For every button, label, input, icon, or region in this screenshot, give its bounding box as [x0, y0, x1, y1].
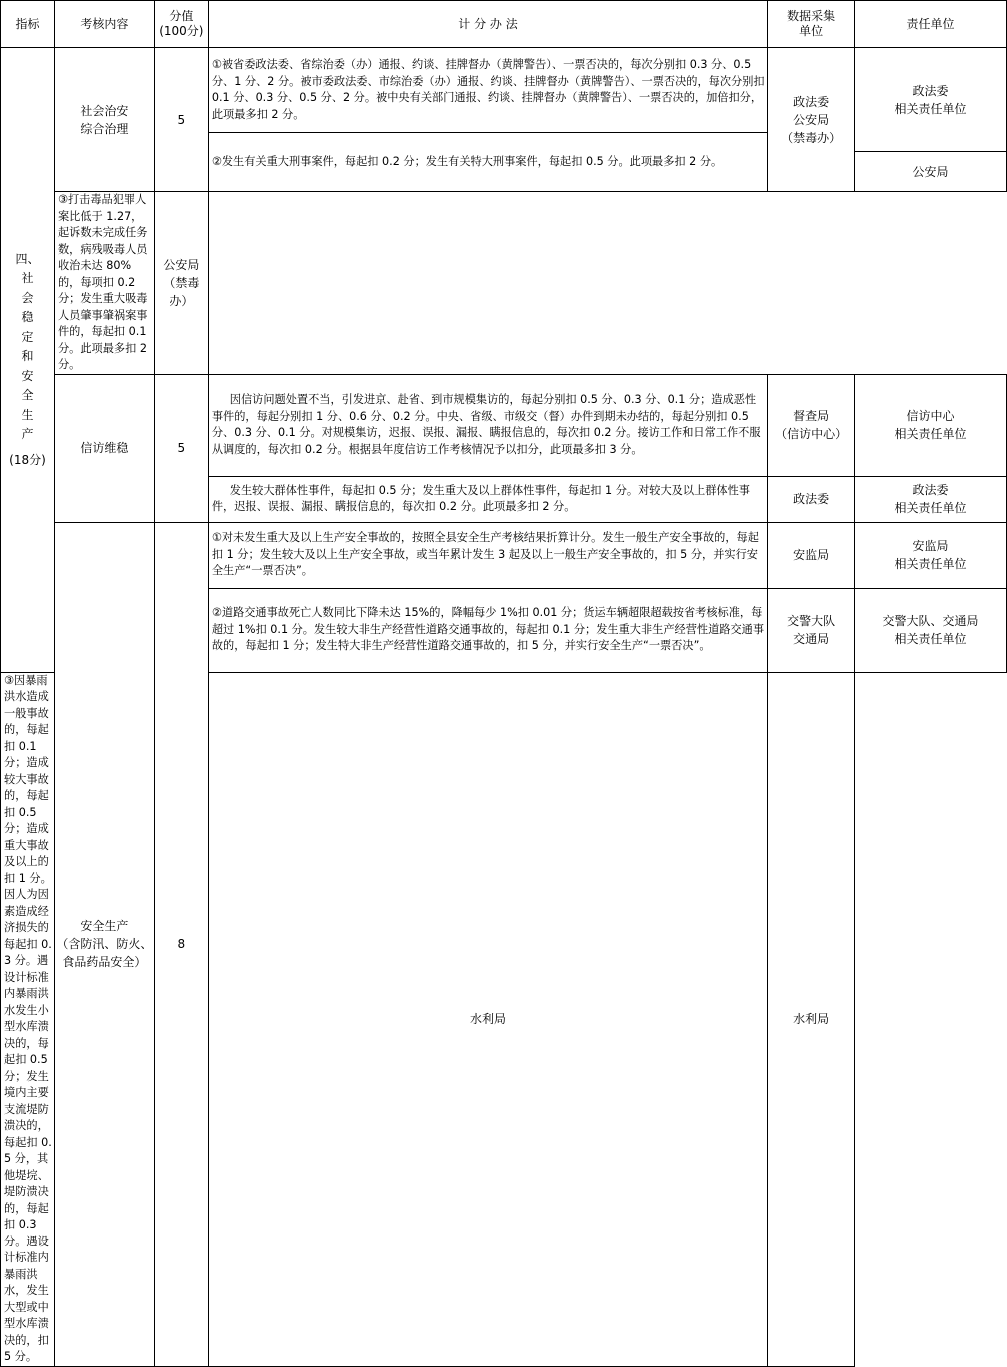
data-source-cell: 督查局 （信访中心）: [768, 374, 855, 476]
header-data-source: 数据采集 单位: [768, 1, 855, 48]
indicator-char: 四、: [15, 251, 40, 266]
section-name: 安全生产 （含防汛、防火、食品药品安全）: [54, 522, 154, 1366]
responsible-cell: 公安局: [855, 152, 1007, 192]
header-responsible: 责任单位: [855, 1, 1007, 48]
header-content: 考核内容: [54, 1, 154, 48]
table-row: [1, 192, 1007, 375]
method-cell: ③打击毒品犯罪人案比低于 1.27，起诉数未完成任务数，病残吸毒人员收治未达 80%的，每项扣 0.2 分；发生重大吸毒人员肇事肇祸案事件的，每起扣 0.1 分。此项最多扣 2 分。: [54, 192, 154, 375]
indicator-char: 社: [21, 271, 34, 285]
method-cell: ①被省委政法委、省综治委（办）通报、约谈、挂牌督办（黄牌警告）、一票否决的，每次分别扣 0.3 分、0.5 分、1 分、2 分。被市委政法委、市综治委（办）通报、约谈、挂牌督办（黄牌警告）、一票否决的，每次分别扣 0.1 分、0.3 分、0.5 分、2 分。被中央有关部门通报、约谈、挂牌督办（黄牌警告）、一票否决的，加倍扣分，此项最多扣 2 分。: [208, 48, 767, 133]
responsible-cell: 水利局: [768, 672, 855, 1366]
table-row: [1, 48, 1007, 133]
responsible-cell: 交警大队、交通局 相关责任单位: [855, 588, 1007, 672]
data-source-cell: 政法委 公安局 （禁毒办）: [768, 48, 855, 192]
responsible-cell: 政法委 相关责任单位: [855, 476, 1007, 522]
header-method: 计 分 办 法: [208, 1, 767, 48]
indicator-char: 生: [21, 407, 34, 422]
data-source-cell: 安监局: [768, 522, 855, 588]
indicator-char: 产: [21, 427, 34, 441]
section-score: 5: [154, 48, 208, 192]
method-cell: 发生较大群体性事件，每起扣 0.5 分；发生重大及以上群体性事件，每起扣 1 分。对较大及以上群体性事件，迟报、误报、漏报、瞒报信息的，每次扣 0.2 分。此项最多扣 2 分。: [208, 476, 767, 522]
indicator-char: 定: [21, 329, 34, 344]
section-score: 5: [154, 374, 208, 522]
table-row: [1, 374, 1007, 476]
header-indicator: 指标: [1, 1, 55, 48]
section-name: 社会治安 综合治理: [54, 48, 154, 192]
method-cell: ②发生有关重大刑事案件，每起扣 0.2 分；发生有关特大刑事案件，每起扣 0.5 分。此项最多扣 2 分。: [208, 133, 767, 192]
method-cell: ③因暴雨洪水造成一般事故的，每起扣 0.1 分；造成较大事故的，每起扣 0.5 分；造成重大事故及以上的扣 1 分。因人为因素造成经济损失的每起扣 0.3 分。遇设计标准内暴雨洪水发生小型水库溃决的，每起扣 0.5 分；发生境内主要支流堤防溃决的，每起扣 0.5 分，其他堤垸、堤防溃决的，每起扣 0.3 分。遇设计标准内暴雨洪水，发生大型或中型水库溃决的，扣 5 分。: [1, 672, 55, 1366]
header-row: [1, 1, 1007, 48]
responsible-cell: 政法委 相关责任单位: [855, 48, 1007, 152]
data-source-cell: 政法委: [768, 476, 855, 522]
indicator-cell: [1, 48, 55, 673]
indicator-char: 稳: [21, 310, 34, 324]
indicator-char: 和: [21, 349, 34, 363]
responsible-cell: 公安局（禁毒办）: [154, 192, 208, 375]
header-score-sub: (100分): [159, 24, 204, 38]
responsible-cell: 安监局 相关责任单位: [855, 522, 1007, 588]
data-source-cell: 交警大队 交通局: [768, 588, 855, 672]
table-row: [1, 522, 1007, 588]
method-cell: 因信访问题处置不当，引发进京、赴省、到市规模集访的，每起分别扣 0.5 分、0.3 分、0.1 分；造成恶性事件的，每起分别扣 1 分、0.6 分、0.2 分。中央、省级、市级交（督）办件到期未办结的，每起分别扣 0.5 分、0.3 分、0.1 分。对规模集访，迟报、误报、漏报、瞒报信息的，每次扣 0.2 分。接访工作和日常工作不服从调度的，每次扣 0.2 分。根据县年度信访工作考核情况予以扣分，此项最多扣 3 分。: [208, 374, 767, 476]
responsible-cell: 信访中心 相关责任单位: [855, 374, 1007, 476]
section-name: 信访维稳: [54, 374, 154, 522]
data-source-cell: 水利局: [208, 672, 767, 1366]
indicator-char: 安: [21, 368, 34, 383]
section-score: 8: [154, 522, 208, 1366]
indicator-score: (18分): [9, 452, 46, 467]
indicator-char: 会: [21, 290, 34, 305]
method-cell: ①对未发生重大及以上生产安全事故的，按照全县安全生产考核结果折算计分。发生一般生产安全事故的，每起扣 1 分；发生较大及以上生产安全事故，或当年累计发生 3 起及以上一般生产安全事故的，扣 5 分，并实行安全生产“一票否决”。: [208, 522, 767, 588]
indicator-char: 全: [21, 388, 34, 402]
method-cell: ②道路交通事故死亡人数同比下降未达 15%的，降幅每少 1%扣 0.01 分；货运车辆超限超载按省考核标准，每超过 1%扣 0.1 分。发生较大非生产经营性道路交通事故的，每起扣 0.1 分；发生重大非生产经营性道路交通事故的，每起扣 1 分；发生特大非生产经营性道路交通事故的，扣 5 分，并实行安全生产“一票否决”。: [208, 588, 767, 672]
header-score: [154, 1, 208, 48]
header-score-title: 分值: [169, 9, 194, 23]
